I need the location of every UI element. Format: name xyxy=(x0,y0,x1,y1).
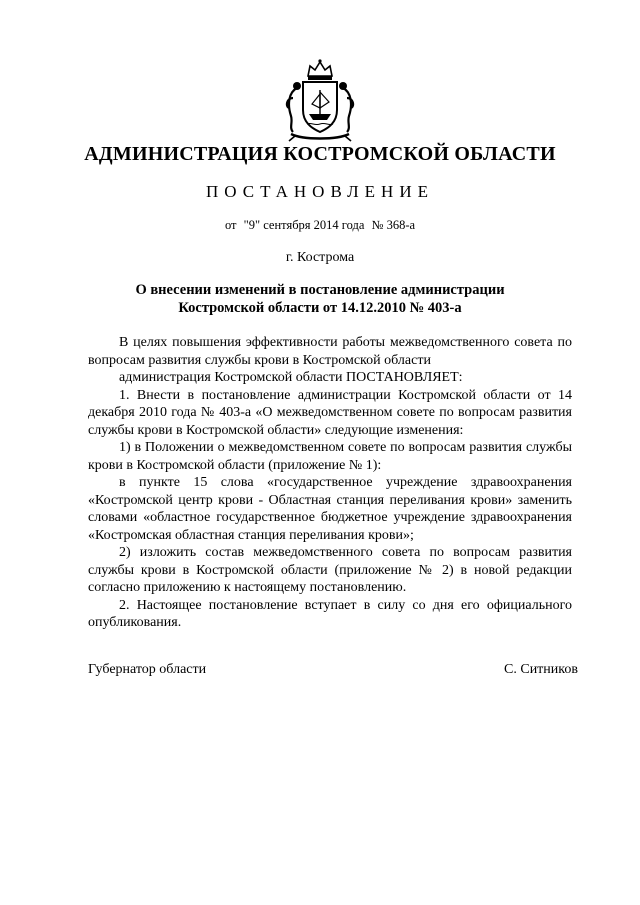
paragraph-resolves: администрация Костромской области ПОСТАНОВЛЯЕТ: xyxy=(119,370,463,385)
title-line-2: Костромской области от 14.12.2010 № 403-а xyxy=(178,300,462,316)
document-number: № 368-а xyxy=(371,218,416,232)
date-line xyxy=(0,218,640,233)
paragraph-preamble: В целях повышения эффективности работы межведомственного совета по вопросам развития службы крови в Костромской области xyxy=(88,335,572,368)
document-type: ПОСТАНОВЛЕНИЕ xyxy=(205,182,434,201)
document-date: "9" сентября 2014 года xyxy=(243,218,365,232)
issuing-authority: АДМИНИСТРАЦИЯ КОСТРОМСКОЙ ОБЛАСТИ xyxy=(84,143,556,165)
signatory-position: Губернатор области xyxy=(88,662,207,677)
paragraph-subitem-1: 1) в Положении о межведомственном совете по вопросам развития службы крови в Костромской области (приложение № 1): xyxy=(88,440,572,473)
signatory-name: С. Ситников xyxy=(504,662,578,677)
paragraph-item-2: 2. Настоящее постановление вступает в силу со дня его официального опубликования. xyxy=(88,597,572,630)
paragraph-point-15: в пункте 15 слова «государственное учреждение здравоохранения «Костромской центр крови - Областная станция переливания крови» заменить словами «областное государственное бюджетное учреждение здравоохранения «Костромская областная станция переливания крови»; xyxy=(88,475,572,543)
paragraph-item-1: 1. Внести в постановление администрации Костромской области от 14 декабря 2010 года № 403-а «О межведомственном совете по вопросам развития службы крови в Костромской области» следующие изменения: xyxy=(88,387,572,438)
date-prefix: от xyxy=(224,218,237,232)
coat-of-arms-icon xyxy=(283,58,357,142)
document-body xyxy=(88,334,572,632)
paragraph-subitem-2: 2) изложить состав межведомственного совета по вопросам развития службы крови в Костромской области (приложение № 2) в новой редакции согласно приложению к настоящему постановлению. xyxy=(88,545,572,595)
document-title xyxy=(100,281,540,317)
title-line-1: О внесении изменений в постановление администрации xyxy=(135,282,505,298)
city: г. Кострома xyxy=(285,250,355,265)
